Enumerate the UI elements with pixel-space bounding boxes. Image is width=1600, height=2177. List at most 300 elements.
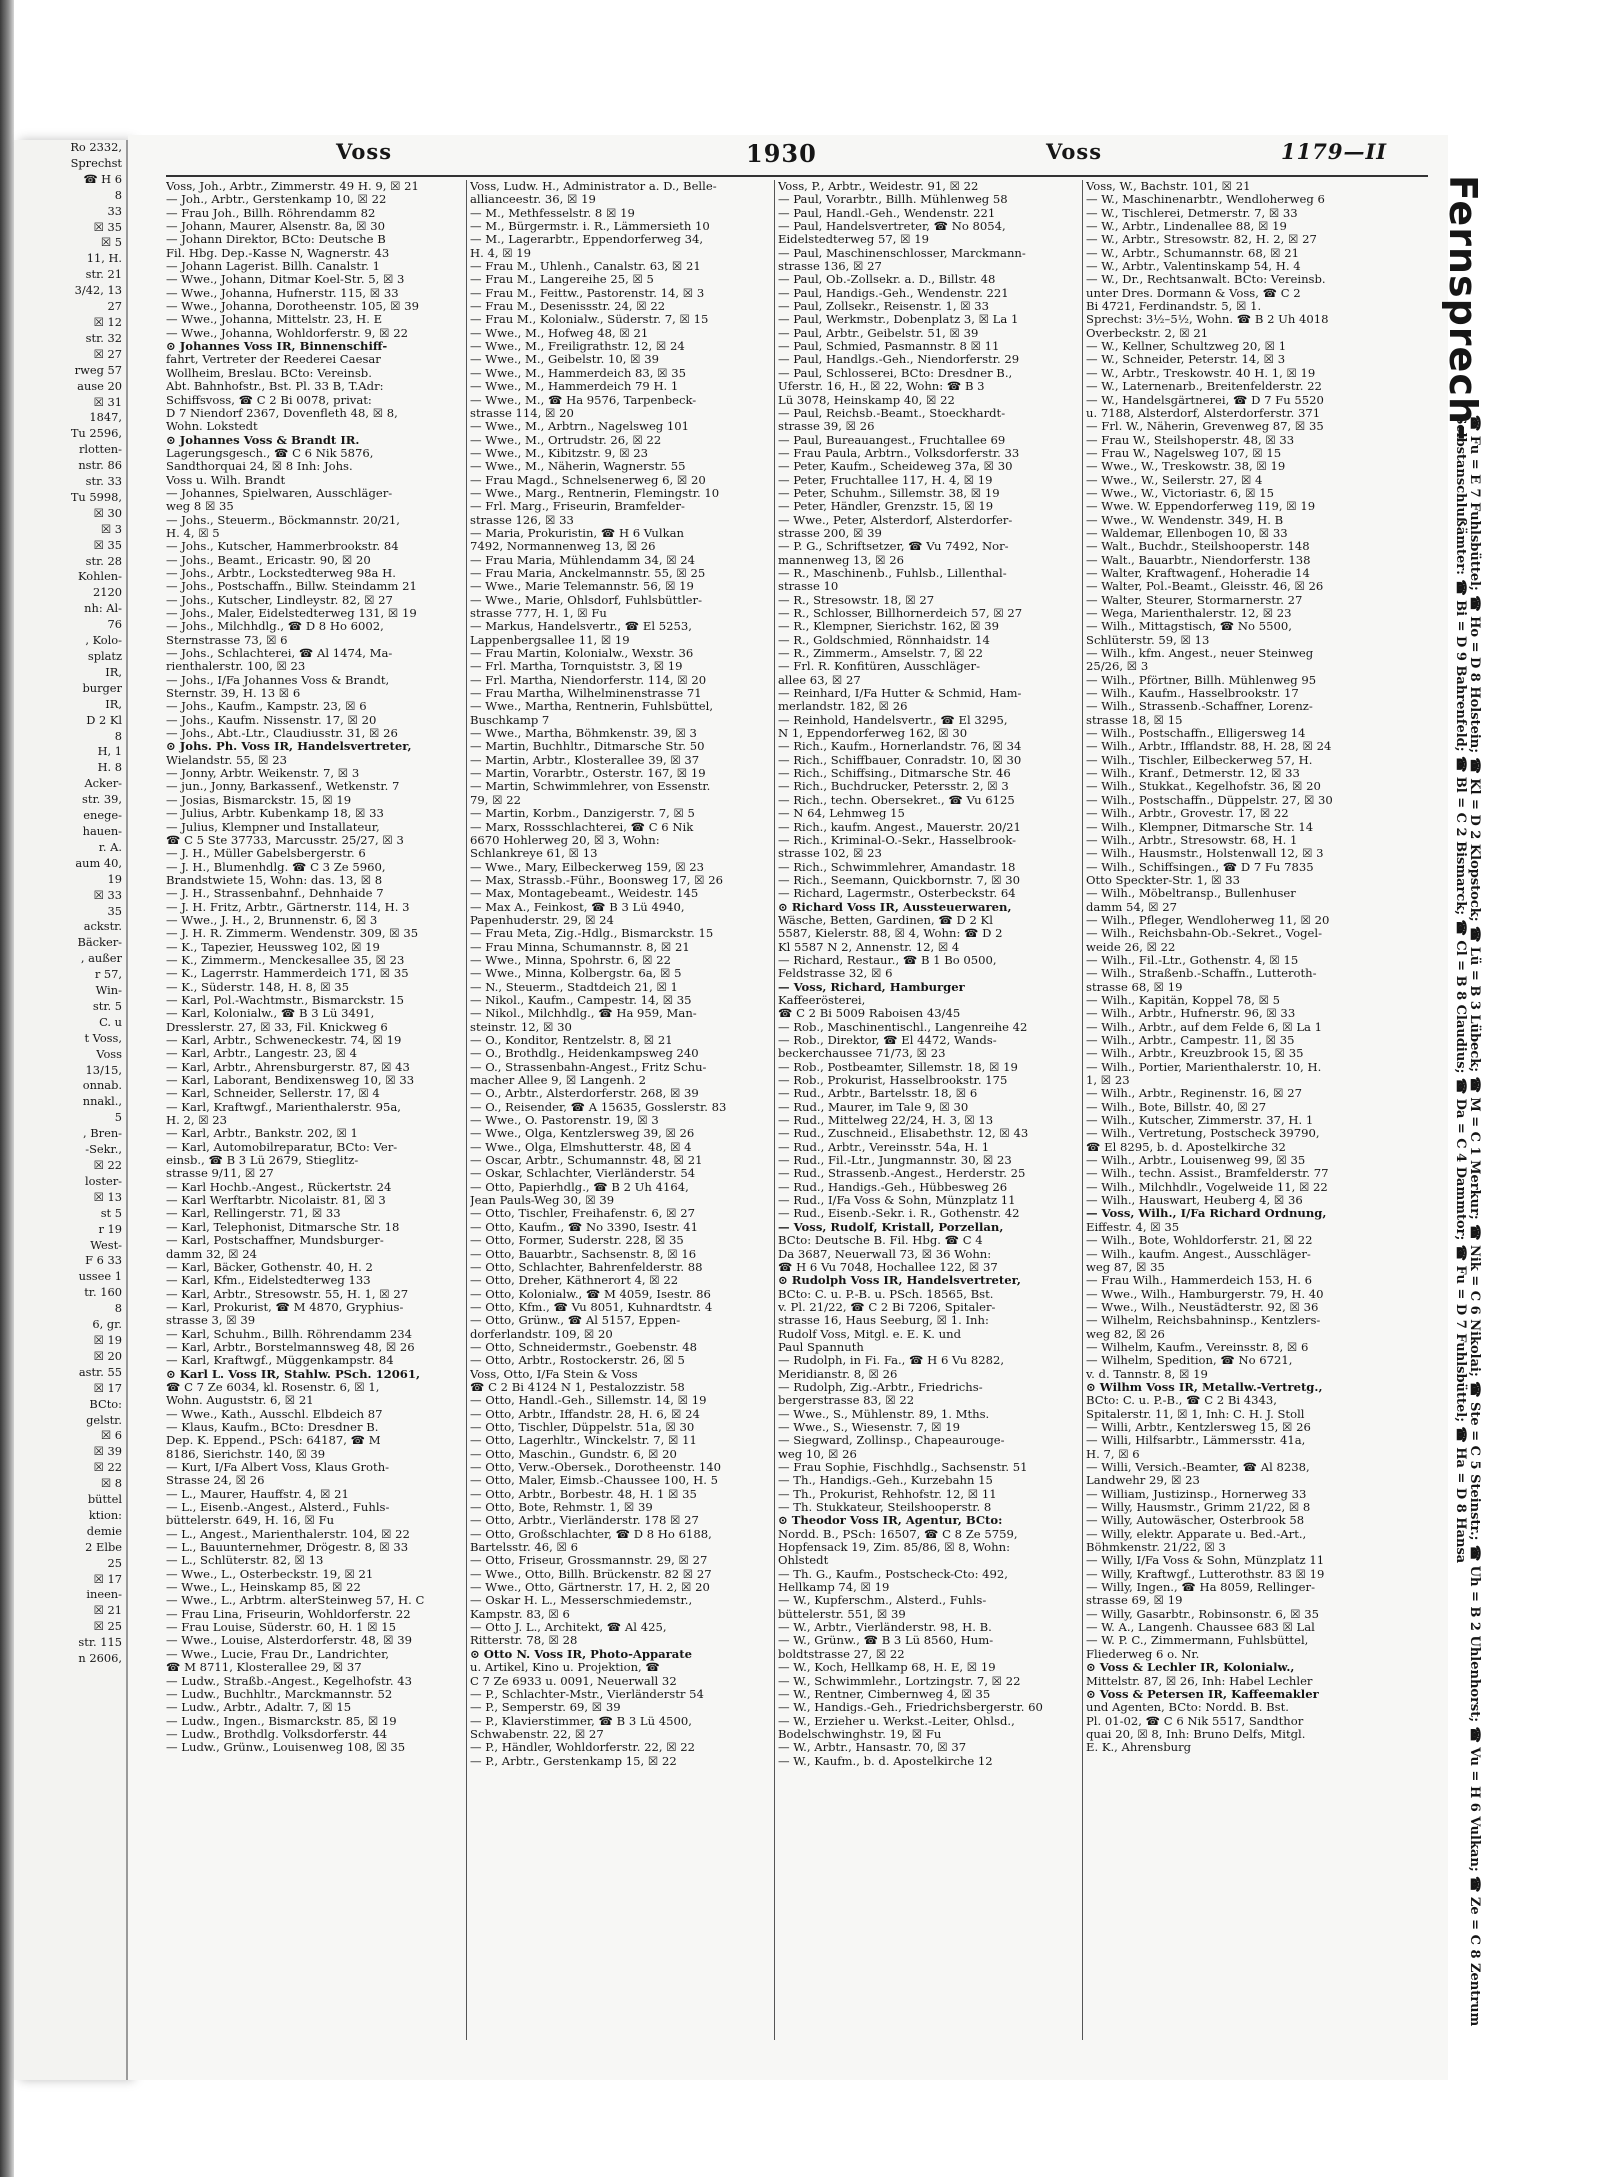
directory-entry-line: Ohlstedt <box>778 1554 829 1568</box>
directory-entry-line: Fliederweg 6 o. Nr. <box>1086 1647 1200 1661</box>
directory-entry-line: — R., Klempner, Sierichstr. 162, ☒ 39 <box>778 620 999 634</box>
previous-page-text: str. 21 <box>85 267 122 282</box>
previous-page-text: nnakl., <box>82 1094 122 1109</box>
directory-entry-line: — W., Laternenarb., Breitenfelderstr. 22 <box>1086 380 1322 394</box>
directory-entry-line: — Voss, Wilh., I/Fa Richard Ordnung, <box>1086 1207 1327 1221</box>
directory-entry-line: Eidelstedterweg 57, ☒ 19 <box>778 233 929 247</box>
directory-entry-line: ⊙ Johannes Voss IR, Binnenschiff- <box>166 340 388 354</box>
previous-page-text: 2 Elbe <box>85 1539 122 1554</box>
directory-entry-line: — Wwe., Wilh., Neustädterstr. 92, ☒ 36 <box>1086 1300 1319 1314</box>
directory-entry-line: ⊙ Karl L. Voss IR, Stahlw. PSch. 12061, <box>166 1367 420 1381</box>
previous-page-text: , außer <box>80 951 122 966</box>
directory-entry-line: ☎ C 7 Ze 6034, kl. Rosenstr. 6, ☒ 1, <box>166 1380 380 1394</box>
directory-entry-line: — Peter, Schuhm., Sillemstr. 38, ☒ 19 <box>778 486 1000 500</box>
directory-entry-line: — K., Zimmerm., Menckesallee 35, ☒ 23 <box>166 953 405 967</box>
directory-entry-line: Lü 3078, Heinskamp 40, ☒ 22 <box>778 393 955 407</box>
directory-entry-line: — Ludw., Straßb.-Angest., Kegelhofstr. 43 <box>166 1674 413 1688</box>
directory-entry-line: H. 7, ☒ 6 <box>1086 1447 1140 1461</box>
directory-entry-line: — Wwe., Minna, Kolbergstr. 6a, ☒ 5 <box>470 967 682 981</box>
directory-entry-line: — Wwe., Marie, Ohlsdorf, Fuhlsbüttler- <box>470 593 702 607</box>
previous-page-text: rlotten- <box>78 442 122 457</box>
directory-entry-line: — Paul, Ob.-Zollsekr. a. D., Billstr. 48 <box>778 273 996 287</box>
directory-entry-line: — Frau Lina, Friseurin, Wohldorferstr. 22 <box>166 1607 411 1621</box>
directory-entry-line: — Rudolph, in Fi. Fa., ☎ H 6 Vu 8282, <box>778 1354 1005 1368</box>
directory-entry-line: — Frau Joh., Billh. Röhrendamm 82 <box>166 206 376 220</box>
directory-entry-line: rienthalerstr. 100, ☒ 23 <box>166 660 306 674</box>
directory-entry-line: — Paul, Handigs.-Geh., Wendenstr. 221 <box>778 286 1009 300</box>
directory-entry-line: macher Allee 9, ☒ Langenh. 2 <box>470 1074 647 1088</box>
directory-entry-line: — Wwe., W. Wendenstr. 349, H. B <box>1086 513 1284 527</box>
directory-column-3 <box>778 180 1078 2050</box>
directory-entry-line: boldtstrasse 27, ☒ 22 <box>778 1647 905 1661</box>
directory-entry-line: — W., Arbtr., Valentinskamp 54, H. 4 <box>1086 260 1301 274</box>
directory-entry-line: — K., Lagerrstr. Hammerdeich 171, ☒ 35 <box>166 967 409 981</box>
directory-entry-line: — Wwe., Otto, Billh. Brückenstr. 82 ☒ 27 <box>470 1567 712 1581</box>
directory-entry-line: — W., Arbtr., Vierländerstr. 98, H. B. <box>778 1621 992 1635</box>
directory-entry-line: Spitalerstr. 11, ☒ 1, Inh: C. H. J. Stoll <box>1086 1407 1305 1421</box>
directory-entry-line: — Frau W., Steilshoperstr. 48, ☒ 33 <box>1086 433 1295 447</box>
previous-page-text: C. u <box>99 1014 122 1029</box>
directory-entry-line: — Martin, Vorarbtr., Osterstr. 167, ☒ 19 <box>470 767 706 781</box>
directory-entry-line: — Wilh., Milchhdlr., Vogelweide 11, ☒ 22 <box>1086 1180 1328 1194</box>
directory-entry-line: — Rud., Zuschneid., Elisabethstr. 12, ☒ 43 <box>778 1127 1029 1141</box>
directory-entry-line: — Johs., Milchhdlg., ☎ D 8 Ho 6002, <box>166 620 384 634</box>
directory-entry-line: — W., Schwimmlehr., Lortzingstr. 7, ☒ 22 <box>778 1674 1021 1688</box>
directory-entry-line: — Otto, Tischler, Freihafenstr. 6, ☒ 27 <box>470 1207 695 1221</box>
directory-entry-line: — Wwe., M., Arbtrn., Nagelsweg 101 <box>470 420 690 434</box>
previous-page-text: r. A. <box>98 839 122 854</box>
directory-entry-line: — Johs., Maler, Eidelstedterweg 131, ☒ 19 <box>166 607 417 620</box>
directory-entry-line: Schiffsvoss, ☎ C 2 Bi 0078, privat: <box>166 393 372 407</box>
previous-page-text: ☒ 8 <box>100 1476 122 1491</box>
previous-page-text: 2120 <box>93 585 122 600</box>
directory-entry-line: — Frau Meta, Zig.-Hdlg., Bismarckstr. 15 <box>470 927 714 941</box>
directory-entry-line: — M., Methfesselstr. 8 ☒ 19 <box>470 206 635 220</box>
directory-entry-line: Voss, P., Arbtr., Weidestr. 91, ☒ 22 <box>778 180 979 193</box>
directory-entry-line: — Peter, Händler, Grenzstr. 15, ☒ 19 <box>778 500 994 514</box>
directory-entry-line: — Marx, Rossschlachterei, ☎ C 6 Nik <box>470 820 694 834</box>
previous-page-text: hauen- <box>82 823 122 838</box>
directory-entry-line: — Johs., Postschaffn., Billw. Steindamm 21 <box>166 580 417 594</box>
directory-entry-line: Kampstr. 83, ☒ 6 <box>470 1607 570 1621</box>
directory-entry-line: — Paul, Vorarbtr., Billh. Mühlenweg 58 <box>778 193 1008 207</box>
directory-entry-line: — Wwe., L., Arbtrm. alterSteinweg 57, H. C <box>166 1594 425 1608</box>
directory-entry-line: — Karl, Schuhm., Billh. Röhrendamm 234 <box>166 1327 413 1341</box>
previous-page-text: 8 <box>114 728 122 743</box>
directory-entry-line: dorferlandstr. 109, ☒ 20 <box>470 1327 613 1341</box>
directory-entry-line: Schlankreye 61, ☒ 13 <box>470 847 598 861</box>
directory-entry-line: — Paul, Reichsb.-Beamt., Stoeckhardt- <box>778 406 1006 420</box>
directory-entry-line: — Willy, Ingen., ☎ Ha 8059, Rellinger- <box>1086 1581 1315 1595</box>
directory-entry-line: — Ludw., Buchhltr., Marckmannstr. 52 <box>166 1687 393 1701</box>
directory-entry-line: — Th., Handigs.-Geh., Kurzebahn 15 <box>778 1474 993 1488</box>
directory-entry-line: — W., Maschinenarbtr., Wendloherweg 6 <box>1086 193 1325 207</box>
directory-entry-line: ⊙ Johannes Voss & Brandt IR. <box>166 433 360 447</box>
previous-page-text: ☒ 17 <box>93 1571 122 1586</box>
directory-entry-line: — Max, Strassb.-Führ., Boonsweg 17, ☒ 26 <box>470 873 723 887</box>
directory-entry-line: — W., Arbtr., Schumannstr. 68, ☒ 21 <box>1086 246 1299 260</box>
previous-page-text: ☒ 35 <box>93 219 122 234</box>
previous-page-text: Tu 5998, <box>70 489 122 504</box>
previous-page-text: ☒ 21 <box>93 1603 122 1618</box>
directory-entry-line: — Otto, Kolonialw., ☎ M 4059, Isestr. 86 <box>470 1287 711 1301</box>
directory-entry-line: — Johs., Beamt., Ericastr. 90, ☒ 20 <box>166 553 371 567</box>
directory-entry-line: — Wilh., Pfleger, Wendloherweg 11, ☒ 20 <box>1086 913 1330 927</box>
previous-page-text: ☒ 6 <box>100 1428 122 1443</box>
directory-entry-line: — Th. Stukkateur, Steilshooperstr. 8 <box>778 1501 992 1515</box>
directory-entry-line: — W., Dr., Rechtsanwalt. BCto: Vereinsb. <box>1086 273 1326 287</box>
directory-entry-line: — Walter, Pol.-Beamt., Gleisstr. 46, ☒ 26 <box>1086 580 1324 594</box>
directory-entry-line: ☎ C 5 Ste 37733, Marcusstr. 25/27, ☒ 3 <box>166 833 404 847</box>
column-divider <box>774 180 775 2040</box>
previous-page-fragment <box>14 140 128 2080</box>
directory-entry-line: Bodelschwinghstr. 19, ☒ Fu <box>778 1727 942 1741</box>
directory-entry-line: ⊙ Johs. Ph. Voss IR, Handelsvertreter, <box>166 740 412 754</box>
directory-entry-line: Voss u. Wilh. Brandt <box>166 473 286 487</box>
previous-page-text: st 5 <box>100 1205 122 1220</box>
directory-entry-line: — Wwe., Olga, Elmshutterstr. 48, ☒ 4 <box>470 1140 692 1154</box>
directory-entry-line: — R., Schlosser, Billhornerdeich 57, ☒ 27 <box>778 607 1023 620</box>
directory-entry-line: — Reinhold, Handelsvertr., ☎ El 3295, <box>778 713 1008 727</box>
previous-page-text: ause 20 <box>77 378 122 393</box>
directory-entry-line: BCto: C. u. P.-B., ☎ C 2 Bi 4343, <box>1086 1394 1277 1408</box>
directory-entry-line: — W., Kupferschm., Alsterd., Fuhls- <box>778 1594 987 1608</box>
directory-entry-line: — Ludw., Arbtr., Adaltr. 7, ☒ 15 <box>166 1701 352 1715</box>
directory-entry-line: — Paul, Zollsekr., Reisenstr. 1, ☒ 33 <box>778 300 990 314</box>
directory-entry-line: Uferstr. 16, H., ☒ 22, Wohn: ☎ B 3 <box>778 380 985 394</box>
directory-entry-line: — Frau Sophie, Fischhdlg., Sachsenstr. 51 <box>778 1461 1028 1474</box>
directory-entry-line: 7492, Normannenweg 13, ☒ 26 <box>470 540 656 554</box>
directory-entry-line: — Paul, Maschinenschlosser, Marckmann- <box>778 246 1026 260</box>
directory-entry-line: — Frl. R. Konfitüren, Ausschläger- <box>778 660 981 674</box>
directory-entry-line: ☎ El 8295, b. d. Apostelkirche 32 <box>1086 1140 1286 1154</box>
header-left-name: Voss <box>336 139 393 164</box>
directory-entry-line: — Wwe., Martha, Böhmkenstr. 39, ☒ 3 <box>470 727 697 741</box>
directory-entry-line: — Wilhelm, Spedition, ☎ No 6721, <box>1086 1354 1293 1368</box>
directory-entry-line: — Otto, Maler, Eimsb.-Chaussee 100, H. 5 <box>470 1474 718 1488</box>
directory-entry-line: ⊙ Voss & Lechler IR, Kolonialw., <box>1086 1661 1295 1675</box>
directory-entry-line: — Frau Maria, Anckelmannstr. 55, ☒ 25 <box>470 566 706 580</box>
directory-entry-line: — Frau Martin, Kolonialw., Wexstr. 36 <box>470 647 694 661</box>
directory-entry-line: — Karl, Kolonialw., ☎ B 3 Lü 3491, <box>166 1007 375 1021</box>
column-divider <box>1082 180 1083 2040</box>
directory-entry-line: Nordd. B., PSch: 16507, ☎ C 8 Ze 5759, <box>778 1527 1018 1541</box>
directory-entry-line: — Rudolph, Zig.-Arbtr., Friedrichs- <box>778 1380 983 1394</box>
directory-entry-line: — Wilh., Straßenb.-Schaffn., Lutteroth- <box>1086 967 1317 981</box>
directory-entry-line: — Wilh., Möbeltransp., Bullenhuser <box>1086 887 1296 901</box>
directory-entry-line: — O., Reisender, ☎ A 15635, Gosslerstr. 83 <box>470 1100 727 1114</box>
directory-entry-line: — Wilh., Arbtr., Louisenweg 99, ☒ 35 <box>1086 1154 1306 1168</box>
directory-entry-line: — Wwe., S., Wiesenstr. 7, ☒ 19 <box>778 1420 961 1434</box>
directory-entry-line: — Oscar, Arbtr., Schumannstr. 48, ☒ 21 <box>470 1154 703 1168</box>
directory-entry-line: — Martin, Korbm., Danzigerstr. 7, ☒ 5 <box>470 807 695 821</box>
directory-entry-line: Lagerungsgesch., ☎ C 6 Nik 5876, <box>166 446 374 460</box>
directory-entry-line: — Paul, Bureauangest., Fruchtallee 69 <box>778 433 1006 447</box>
directory-entry-line: — Otto, Schneidermstr., Goebenstr. 48 <box>470 1340 697 1354</box>
directory-entry-line: Wohn. Auguststr. 6, ☒ 21 <box>166 1394 314 1408</box>
directory-entry-line: — Wwe., Louise, Alsterdorferstr. 48, ☒ 39 <box>166 1634 413 1648</box>
directory-entry-line: — Wwe., L., Heinskamp 85, ☒ 22 <box>166 1581 361 1595</box>
directory-entry-line: bergerstrasse 83, ☒ 22 <box>778 1394 915 1408</box>
directory-entry-line: — Wilh., Vertretung, Postscheck 39790, <box>1086 1127 1320 1141</box>
previous-page-text: rweg 57 <box>74 362 122 377</box>
directory-entry-line: — Julius, Arbtr. Kubenkamp 18, ☒ 33 <box>166 807 384 821</box>
directory-entry-line: Overbeckstr. 2, ☒ 21 <box>1086 326 1209 340</box>
previous-page-text: ☒ 19 <box>93 1332 122 1347</box>
previous-page-text: ☒ 5 <box>100 235 122 250</box>
directory-entry-line: — Otto, Former, Suderstr. 228, ☒ 35 <box>470 1234 684 1248</box>
directory-entry-line: — Karl, Bäcker, Gothenstr. 40, H. 2 <box>166 1260 373 1274</box>
directory-entry-line: Bartelsstr. 46, ☒ 6 <box>470 1541 578 1555</box>
directory-entry-line: — Wilh., kfm. Angest., neuer Steinweg <box>1086 647 1314 661</box>
directory-entry-line: — Wwe., Olga, Kentzlersweg 39, ☒ 26 <box>470 1127 695 1141</box>
previous-page-text: 8 <box>114 1301 122 1316</box>
directory-entry-line: Pl. 01-02, ☎ C 6 Nik 5517, Sandthor <box>1086 1714 1304 1728</box>
directory-entry-line: strasse 3, ☒ 39 <box>166 1314 256 1328</box>
directory-entry-line: — Frl. Martha, Niendorferstr. 114, ☒ 20 <box>470 673 707 687</box>
directory-entry-line: 8186, Sierichstr. 140, ☒ 39 <box>166 1447 326 1461</box>
previous-page-text: n 2606, <box>78 1651 122 1666</box>
directory-entry-line: Hellkamp 74, ☒ 19 <box>778 1581 890 1595</box>
previous-page-text: ktion: <box>88 1507 122 1522</box>
directory-entry-line: Sternstr. 39, H. 13 ☒ 6 <box>166 687 301 701</box>
previous-page-text: ☒ 30 <box>93 505 122 520</box>
directory-entry-line: — J. H., Blumenhdlg. ☎ C 3 Ze 5960, <box>166 860 386 874</box>
previous-page-text: gelstr. <box>86 1412 122 1427</box>
directory-entry-line: allee 63, ☒ 27 <box>778 673 861 687</box>
directory-entry-line: — Rud., Fil.-Ltr., Jungmannstr. 30, ☒ 23 <box>778 1154 1012 1168</box>
directory-entry-line: — Paul, Handl.-Geh., Wendenstr. 221 <box>778 206 996 220</box>
previous-page-text: 25 <box>107 1555 122 1570</box>
directory-entry-line: — Wilh., Hauswart, Heuberg 4, ☒ 36 <box>1086 1194 1303 1208</box>
directory-entry-line: — Paul, Werkmstr., Dobenplatz 3, ☒ La 1 <box>778 313 1019 327</box>
directory-entry-line: Abt. Bahnhofstr., Bst. Pl. 33 B, T.Adr: <box>166 380 384 394</box>
previous-page-text: str. 33 <box>85 474 122 489</box>
directory-entry-line: — Wilhelm, Reichsbahninsp., Kentzlers- <box>1086 1314 1321 1328</box>
directory-entry-line: — Oskar, Schlachter, Vierländerstr. 54 <box>470 1167 696 1181</box>
previous-page-text: ackstr. <box>83 919 122 934</box>
directory-entry-line: Schwabenstr. 22, ☒ 27 <box>470 1727 604 1741</box>
directory-entry-line: — M., Lagerarbtr., Eppendorferweg 34, <box>470 233 704 247</box>
directory-entry-line: — Wwe., M., Ortrudstr. 26, ☒ 22 <box>470 433 662 447</box>
directory-entry-line: merlandstr. 182, ☒ 26 <box>778 700 908 714</box>
directory-entry-line: — Joh., Arbtr., Gerstenkamp 10, ☒ 22 <box>166 193 387 207</box>
previous-page-text: Win- <box>95 983 122 998</box>
directory-entry-line: — Johs., Schlachterei, ☎ Al 1474, Ma- <box>166 647 393 661</box>
header-right-name: Voss <box>1046 139 1103 164</box>
directory-entry-line: — Richard, Restaur., ☎ B 1 Bo 0500, <box>778 953 997 967</box>
directory-entry-line: — Wilh., Arbtr., Hufnerstr. 96, ☒ 33 <box>1086 1007 1296 1021</box>
directory-entry-line: — Paul, Schmied, Pasmannstr. 8 ☒ 11 <box>778 340 1000 354</box>
directory-entry-line: — Wwe., Johann, Ditmar Koel-Str. 5, ☒ 3 <box>166 273 405 287</box>
previous-page-text: D 2 Kl <box>86 712 122 727</box>
directory-entry-line: Meridianstr. 8, ☒ 26 <box>778 1367 898 1381</box>
directory-entry-line: — R., Goldschmied, Rönnhaidstr. 14 <box>778 633 990 647</box>
directory-entry-line: Buschkamp 7 <box>470 713 550 727</box>
directory-entry-line: — Wwe., S., Mühlenstr. 89, 1. Mths. <box>778 1407 990 1421</box>
directory-entry-line: — Wilh., Kranf., Detmerstr. 12, ☒ 33 <box>1086 767 1300 781</box>
directory-entry-line: — Karl, Rellingerstr. 71, ☒ 33 <box>166 1207 341 1221</box>
directory-entry-line: — Otto, Arbtr., Rostockerstr. 26, ☒ 5 <box>470 1354 685 1368</box>
directory-entry-line: — P., Klavierstimmer, ☎ B 3 Lü 4500, <box>470 1714 692 1728</box>
directory-entry-line: — Wilh., Arbtr., Grovestr. 17, ☒ 22 <box>1086 807 1289 821</box>
directory-entry-line: — Frau M., Feittw., Pastorenstr. 14, ☒ 3 <box>470 286 705 300</box>
directory-entry-line: — Wilh., Portier, Marienthalerstr. 10, H. <box>1086 1060 1322 1074</box>
directory-entry-line: ⊙ Voss & Petersen IR, Kaffeemakler <box>1086 1687 1319 1701</box>
directory-entry-line: — Wwe., W., Treskowstr. 38, ☒ 19 <box>1086 460 1286 474</box>
previous-page-text: ☒ 35 <box>93 537 122 552</box>
directory-entry-line: — W., Rentner, Cimbernweg 4, ☒ 35 <box>778 1687 991 1701</box>
directory-entry-line: Otto Speckter-Str. 1, ☒ 33 <box>1086 873 1241 887</box>
directory-entry-line: — Frau W., Nagelsweg 107, ☒ 15 <box>1086 446 1282 460</box>
directory-entry-line: — Walter, Steurer, Stormarnerstr. 27 <box>1086 593 1303 607</box>
directory-entry-line: — Paul, Handelsvertreter, ☎ No 8054, <box>778 220 1006 234</box>
directory-entry-line: Voss, Ludw. H., Administrator a. D., Belle- <box>470 180 717 193</box>
previous-page-text: Kohlen- <box>78 569 122 584</box>
header-year: 1930 <box>746 139 817 168</box>
directory-entry-line: — Rich., Seemann, Quickbornstr. 7, ☒ 30 <box>778 873 1021 887</box>
previous-page-text: aum 40, <box>75 855 122 870</box>
previous-page-text: Voss <box>96 1046 122 1061</box>
directory-entry-line: — W., Grünw., ☎ B 3 Lü 8560, Hum- <box>778 1634 994 1648</box>
directory-entry-line: — Rich., Schiffbauer, Conradstr. 10, ☒ 30 <box>778 753 1022 767</box>
previous-page-text: 5 <box>114 1110 122 1125</box>
directory-entry-line: unter Dres. Dormann & Voss, ☎ C 2 <box>1086 286 1301 300</box>
directory-entry-line: — Wilh., Bote, Billstr. 40, ☒ 27 <box>1086 1100 1267 1114</box>
directory-entry-line: 5587, Kielerstr. 88, ☒ 4, Wohn: ☎ D 2 <box>778 927 1003 941</box>
directory-entry-line: — Willi, Versich.-Beamter, ☎ Al 8238, <box>1086 1461 1310 1474</box>
directory-entry-line: — W., Koch, Hellkamp 68, H. E, ☒ 19 <box>778 1661 996 1675</box>
directory-entry-line: ⊙ Wilhm Voss IR, Metallw.-Vertretg., <box>1086 1380 1323 1394</box>
directory-entry-line: ☎ C 2 Bi 4124 N 1, Pestalozzistr. 58 <box>470 1380 685 1394</box>
directory-entry-line: — Otto, Handl.-Geh., Sillemstr. 14, ☒ 19 <box>470 1394 707 1408</box>
previous-page-text: tr. 160 <box>84 1285 122 1300</box>
directory-entry-line: — Karl Werftarbtr. Nicolaistr. 81, ☒ 3 <box>166 1194 386 1208</box>
directory-entry-line: — L., Schlüterstr. 82, ☒ 13 <box>166 1554 324 1568</box>
directory-entry-line: 79, ☒ 22 <box>470 793 521 807</box>
directory-entry-line: Wollheim, Breslau. BCto: Vereinsb. <box>166 366 372 380</box>
directory-entry-line: — Johann Direktor, BCto: Deutsche B <box>166 233 386 247</box>
directory-entry-line: — Wilh., Arbtr., Kreuzbrook 15, ☒ 35 <box>1086 1047 1304 1061</box>
directory-entry-line: — Wilh., Arbtr., auf dem Felde 6, ☒ La 1 <box>1086 1020 1323 1034</box>
previous-page-text: Tu 2596, <box>70 426 122 441</box>
directory-entry-line: — Karl, Arbtr., Ahrensburgerstr. 87, ☒ 43 <box>166 1060 410 1074</box>
directory-entry-line: damm 32, ☒ 24 <box>166 1247 257 1261</box>
directory-entry-line: — Otto, Dreher, Käthnerort 4, ☒ 22 <box>470 1274 679 1288</box>
directory-entry-line: v. Pl. 21/22, ☎ C 2 Bi 7206, Spitaler- <box>778 1300 996 1314</box>
directory-entry-line: — W. P. C., Zimmermann, Fuhlsbüttel, <box>1086 1634 1309 1648</box>
directory-entry-line: — Josias, Bismarckstr. 15, ☒ 19 <box>166 793 352 807</box>
previous-page-text: splatz <box>87 649 122 663</box>
directory-entry-line: Eiffestr. 4, ☒ 35 <box>1086 1220 1180 1234</box>
margin-ad-title: Fernsprech- <box>1441 175 1485 442</box>
directory-entry-line: — Walter, Kraftwagenf., Hoheradie 14 <box>1086 566 1310 580</box>
directory-entry-line: — Karl, Pol.-Wachtmstr., Bismarckstr. 15 <box>166 993 404 1007</box>
directory-entry-line: — W., Erzieher u. Werkst.-Leiter, Ohlsd., <box>778 1714 1015 1728</box>
directory-entry-line: — Wilh., Bote, Wohldorferstr. 21, ☒ 22 <box>1086 1234 1313 1248</box>
directory-entry-line: — Willi, Arbtr., Kentzlersweg 15, ☒ 26 <box>1086 1420 1311 1434</box>
directory-entry-line: — Willy, Autowäscher, Osterbrook 58 <box>1086 1514 1305 1528</box>
page-header <box>166 135 1428 177</box>
previous-page-text: ☒ 17 <box>93 1380 122 1395</box>
directory-entry-line: — Otto, Arbtr., Borbestr. 48, H. 1 ☒ 35 <box>470 1487 697 1501</box>
directory-entry-line: Fil. Hbg. Dep.-Kasse N, Wagnerstr. 43 <box>166 246 390 260</box>
directory-entry-line: — Rob., Postbeamter, Sillemstr. 18, ☒ 19 <box>778 1060 1018 1074</box>
previous-page-text: ☒ 12 <box>93 314 122 329</box>
directory-entry-line: Brandstwiete 15, Wohn: das. 13, ☒ 8 <box>166 873 383 887</box>
directory-entry-line: — W., Arbtr., Lindenallee 88, ☒ 19 <box>1086 220 1287 234</box>
previous-page-text: 19 <box>107 871 122 886</box>
directory-entry-line: strasse 200, ☒ 39 <box>778 526 882 540</box>
directory-entry-line: — Th. G., Kaufm., Postscheck-Cto: 492, <box>778 1567 1008 1581</box>
previous-page-text: ussee 1 <box>78 1269 122 1284</box>
directory-entry-line: u. 7188, Alsterdorf, Alsterdorferstr. 371 <box>1086 406 1321 420</box>
directory-entry-line: — Wwe., Minna, Spohrstr. 6, ☒ 22 <box>470 953 672 967</box>
directory-entry-line: — O., Brothdlg., Heidenkampsweg 240 <box>470 1047 699 1061</box>
directory-entry-line: — Karl, Arbtr., Bankstr. 202, ☒ 1 <box>166 1127 358 1141</box>
directory-entry-line: mannenweg 13, ☒ 26 <box>778 553 905 567</box>
directory-entry-line: ⊙ Rudolph Voss IR, Handelsvertreter, <box>778 1274 1021 1288</box>
directory-entry-line: — Otto, Kfm., ☎ Vu 8051, Kuhnardtstr. 4 <box>470 1300 713 1314</box>
directory-entry-line: steinstr. 12, ☒ 30 <box>470 1020 572 1034</box>
directory-entry-line: — Wilh., Arbtr., Campestr. 11, ☒ 35 <box>1086 1034 1295 1047</box>
directory-entry-line: — Wilh., Postschaffn., Düppelstr. 27, ☒ 30 <box>1086 793 1333 807</box>
directory-entry-line: strasse 68, ☒ 19 <box>1086 980 1183 994</box>
directory-entry-line: — W., Schneider, Peterstr. 14, ☒ 3 <box>1086 353 1286 367</box>
directory-entry-line: — Walt., Buchdr., Steilshooperstr. 148 <box>1086 540 1310 554</box>
directory-entry-line: — P., Schlachter-Mstr., Vierländerstr 54 <box>470 1687 704 1701</box>
previous-page-text: ☒ 25 <box>93 1619 122 1634</box>
previous-page-text: West- <box>90 1237 122 1252</box>
directory-entry-line: — W., Kellner, Schultzweg 20, ☒ 1 <box>1086 340 1287 354</box>
directory-entry-line: — Karl, Arbtr., Stresowstr. 55, H. 1, ☒ 27 <box>166 1287 409 1301</box>
directory-entry-line: — Rud., Arbtr., Bartelsstr. 18, ☒ 6 <box>778 1087 978 1101</box>
previous-page-text: BCto: <box>89 1396 122 1411</box>
directory-entry-line: 1, ☒ 23 <box>1086 1074 1130 1088</box>
directory-entry-line: — R., Maschinenb., Fuhlsb., Lillenthal- <box>778 566 1007 580</box>
directory-entry-line: — Rud., Handigs.-Geh., Hübbesweg 26 <box>778 1180 1008 1194</box>
directory-entry-line: — Wilh., Schiffsingen., ☎ D 7 Fu 7835 <box>1086 860 1314 874</box>
directory-entry-line: — Karl, Prokurist, ☎ M 4870, Gryphius- <box>166 1300 404 1314</box>
directory-entry-line: BCto: Deutsche B. Fil. Hbg. ☎ C 4 <box>778 1234 983 1248</box>
previous-page-text: str. 32 <box>85 330 122 345</box>
directory-entry-line: ☎ C 2 Bi 5009 Raboisen 43/45 <box>778 1007 961 1021</box>
directory-entry-line: H. 2, ☒ 23 <box>166 1114 228 1128</box>
directory-entry-line: — Wwe., M., Hofweg 48, ☒ 21 <box>470 326 649 340</box>
directory-entry-line: Voss, Otto, I/Fa Stein & Voss <box>470 1367 638 1381</box>
directory-entry-line: Da 3687, Neuerwall 73, ☒ 36 Wohn: <box>778 1247 992 1261</box>
previous-page-text: H. 8 <box>97 760 122 775</box>
directory-entry-line: — Wilh., Klempner, Ditmarsche Str. 14 <box>1086 820 1314 834</box>
previous-page-text: büttel <box>87 1492 122 1507</box>
directory-entry-line: weg 87, ☒ 35 <box>1086 1260 1165 1274</box>
directory-entry-line: ⊙ Otto N. Voss IR, Photo-Apparate <box>470 1647 692 1661</box>
directory-entry-line: — Jonny, Arbtr. Weikenstr. 7, ☒ 3 <box>166 767 360 781</box>
directory-entry-line: weide 26, ☒ 22 <box>1086 940 1176 954</box>
previous-page-text: 8 <box>114 187 122 202</box>
directory-entry-line: — Wwe., Johanna, Wohldorferstr. 9, ☒ 22 <box>166 326 409 340</box>
directory-entry-line: — P. G., Schriftsetzer, ☎ Vu 7492, Nor- <box>778 540 1009 554</box>
previous-page-text: ineen- <box>86 1587 122 1602</box>
directory-entry-line: Böhmkenstr. 21/22, ☒ 3 <box>1086 1541 1226 1555</box>
directory-entry-line: — Voss, Rudolf, Kristall, Porzellan, <box>778 1220 1004 1234</box>
previous-page-text: Acker- <box>84 776 122 791</box>
directory-column-4 <box>1086 180 1386 2050</box>
directory-entry-line: — N 64, Lehmweg 15 <box>778 807 905 821</box>
previous-page-text: ☒ 22 <box>93 1158 122 1172</box>
directory-entry-line: — Frau Minna, Schumannstr. 8, ☒ 21 <box>470 940 690 954</box>
directory-entry-line: — Wilh., Postschaffn., Elligersweg 14 <box>1086 727 1306 741</box>
